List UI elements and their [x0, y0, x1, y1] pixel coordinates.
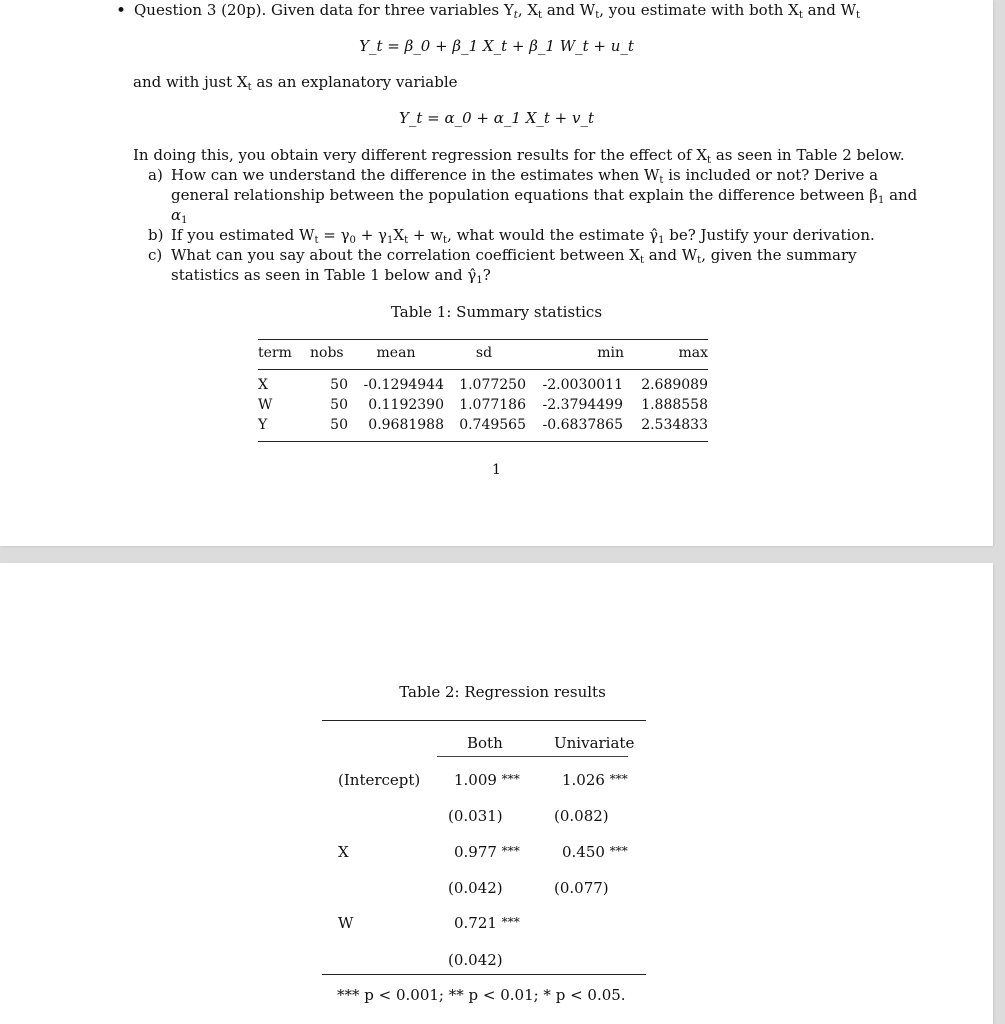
part-b-label: b) [148, 226, 164, 244]
question-mid-text: and with just $X_t$ as an explanatory variable [133, 73, 458, 93]
page-number: 1 [492, 462, 501, 478]
coef-x-univariate: 0.450 *** [562, 843, 628, 861]
column-header: max [678, 345, 708, 361]
summary-statistics-table [258, 339, 708, 442]
table-2-caption: Table 2: Regression results [399, 683, 606, 701]
row-label-x: X [338, 843, 349, 861]
table-row: Y 50 0.9681988 0.749565 -0.6837865 2.534833 [258, 417, 708, 433]
se-w-both: (0.042) [448, 951, 503, 969]
column-header: nobs [310, 345, 344, 361]
coef-intercept-both: 1.009 *** [454, 771, 520, 789]
part-a-line-1: How can we understand the difference in the estimates when $W_t$ is included or not? Derive a [171, 166, 879, 186]
table-row: X 50 -0.1294944 1.077250 -2.0030011 2.689089 [258, 377, 708, 393]
coef-w-both: 0.721 *** [454, 914, 520, 932]
row-label-w: W [338, 914, 354, 932]
part-c-line-1: What can you say about the correlation coefficient between $X_t$ and $W_t$, given the summary [171, 246, 857, 266]
question-paragraph: In doing this, you obtain very different regression results for the effect of $X_t$ as seen in Table 2 below. [133, 146, 905, 166]
part-b-line: If you estimated $W_t = \gamma_0 + \gamma_1X_t + w_t$, what would the estimate $\gammâ_1$ be? Justify your derivation. [171, 226, 875, 246]
bullet: • [116, 1, 127, 21]
column-header-both: Both [467, 734, 503, 752]
se-intercept-both: (0.031) [448, 807, 503, 825]
coef-x-both: 0.977 *** [454, 843, 520, 861]
part-a-label: a) [148, 166, 163, 184]
equation-2: Y_t = α_0 + α_1 X_t + v_t [398, 109, 595, 127]
column-header: term [258, 345, 292, 361]
part-c-line-2: statistics as seen in Table 1 below and $\gammâ_1$? [171, 266, 491, 286]
column-header: mean [376, 345, 416, 361]
table-1-caption: Table 1: Summary statistics [390, 303, 603, 321]
equation-1: Y_t = β_0 + β_1 X_t + β_1 W_t + u_t [359, 37, 634, 55]
se-x-both: (0.042) [448, 879, 503, 897]
se-x-univariate: (0.077) [554, 879, 609, 897]
coef-intercept-univariate: 1.026 *** [562, 771, 628, 789]
part-a-line-2: general relationship between the population equations that explain the difference between $\beta_1$ and [171, 186, 918, 206]
table-row: W 50 0.1192390 1.077186 -2.3794499 1.888558 [258, 397, 708, 413]
column-header: sd [475, 345, 493, 361]
significance-footnote: *** p < 0.001; ** p < 0.01; * p < 0.05. [337, 986, 626, 1004]
question-intro: Question 3 (20p). Given data for three variables $Y_t$, $X_t$ and $W_t$, you estimate with both $X_t$ and $W_t$ [134, 1, 861, 21]
part-c-label: c) [148, 246, 163, 264]
row-label-intercept: (Intercept) [338, 771, 421, 789]
part-a-line-3: $\alpha_1$ [171, 206, 188, 226]
column-header-univariate: Univariate [554, 734, 635, 752]
se-intercept-univariate: (0.082) [554, 807, 609, 825]
column-header: min [597, 345, 624, 361]
